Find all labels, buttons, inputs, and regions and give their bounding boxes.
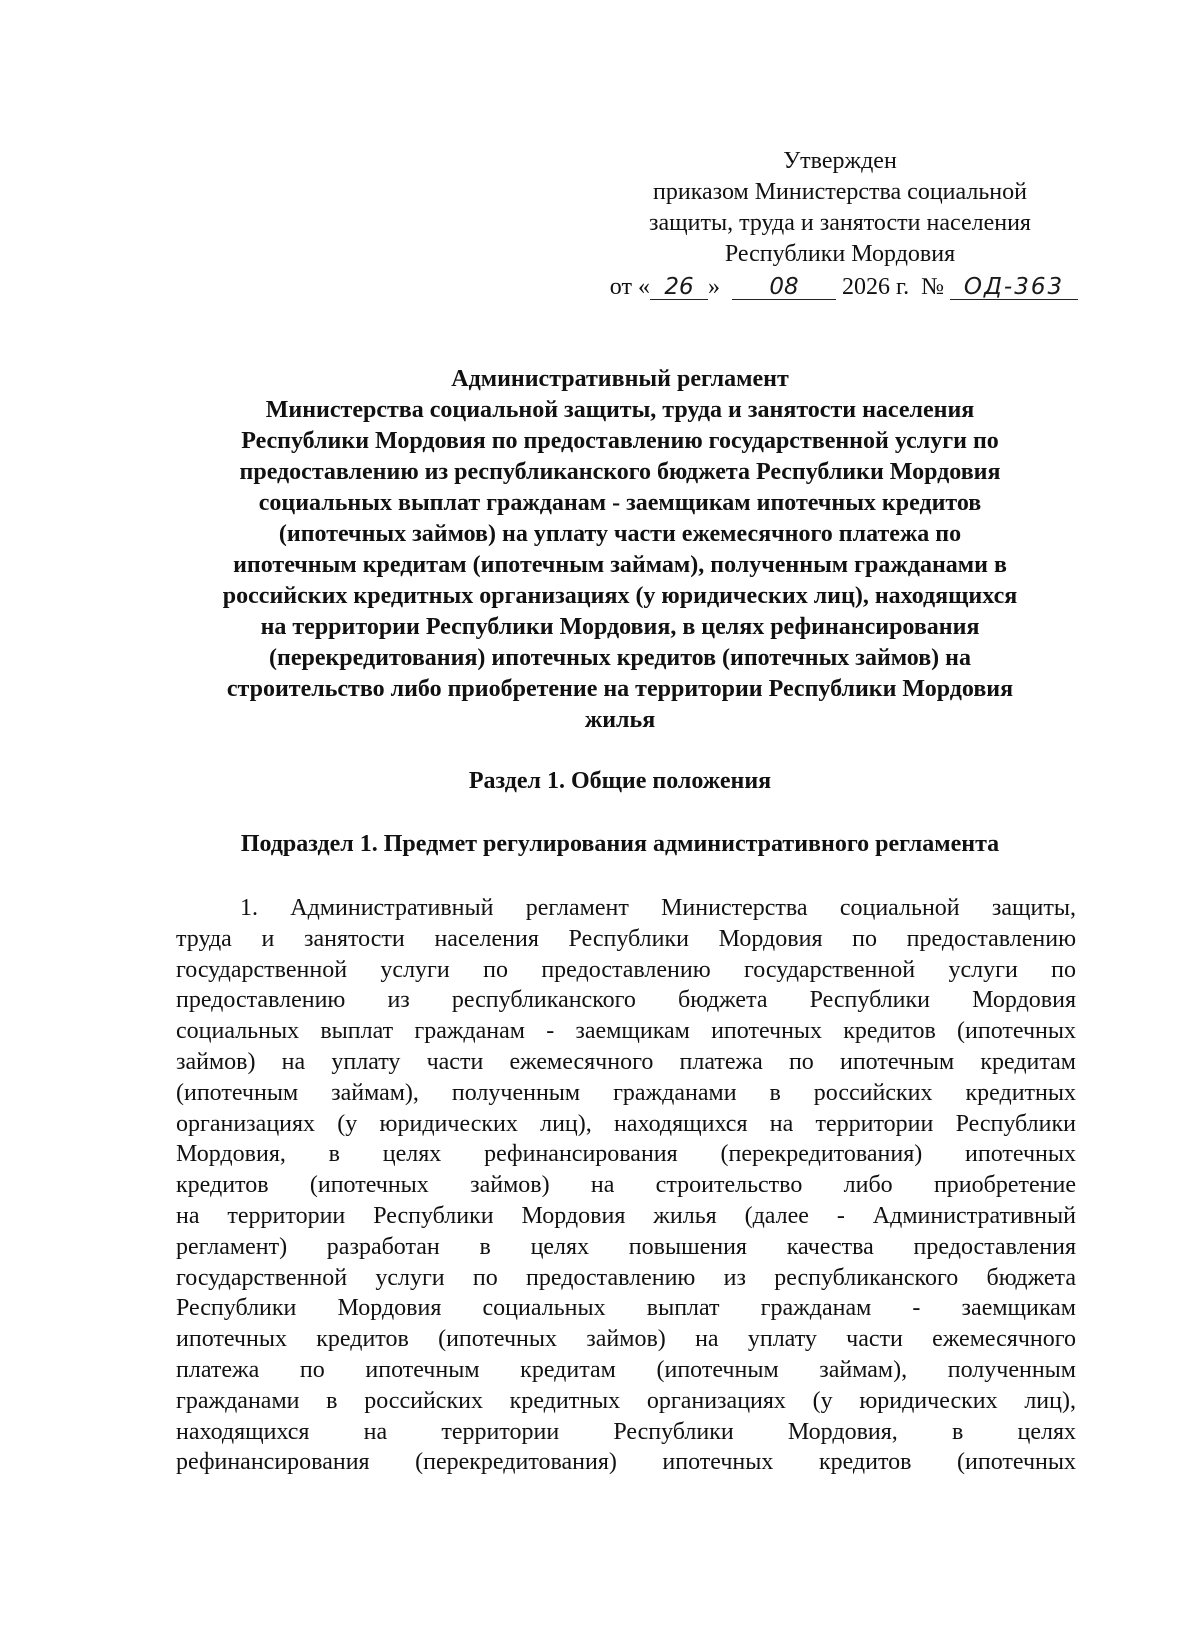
title-line: российских кредитных организациях (у юридических лиц), находящихся	[222, 583, 1018, 609]
body-line: (ипотечным займам), полученным гражданами в российских кредитных	[176, 1079, 1076, 1106]
date-prefix: от «	[609, 274, 650, 300]
section-heading: Раздел 1. Общие положения	[468, 768, 772, 794]
title-line: жилья	[584, 707, 656, 733]
body-line: Республики Мордовия социальных выплат гражданам - заемщикам	[176, 1295, 1076, 1322]
handwritten-order-number: ОД-363	[950, 275, 1078, 300]
body-line: ипотечных кредитов (ипотечных займов) на уплату части ежемесячного	[176, 1326, 1076, 1353]
subsection-heading: Подраздел 1. Предмет регулирования административного регламента	[240, 831, 1000, 857]
title-line: на территории Республики Мордовия, в целях рефинансирования	[260, 614, 980, 640]
title-line: предоставлению из республиканского бюджета Республики Мордовия	[239, 459, 1001, 485]
date-mid: »	[707, 274, 720, 300]
approval-line-3: защиты, труда и занятости населения	[649, 210, 1031, 236]
body-line: государственной услуги по предоставлению государственной услуги по	[176, 956, 1076, 983]
approval-date-line	[600, 272, 1080, 303]
body-line: на территории Республики Мордовия жилья (далее - Административный	[176, 1202, 1076, 1229]
approval-line-4: Республики Мордовия	[724, 241, 956, 267]
body-paragraph	[176, 893, 1076, 1478]
title-line: Административный регламент	[451, 366, 789, 392]
body-line: государственной услуги по предоставлению из республиканского бюджета	[176, 1264, 1076, 1291]
title-line: Министерства социальной защиты, труда и занятости населения	[265, 397, 975, 423]
date-year: 2026 г.	[841, 274, 910, 300]
title-line: ипотечным кредитам (ипотечным займам), полученным гражданами в	[233, 552, 1007, 578]
body-line: организациях (у юридических лиц), находящихся на территории Республики	[176, 1110, 1076, 1137]
title-line: (ипотечных займов) на уплату части ежемесячного платежа по	[278, 521, 962, 547]
body-line: предоставлению из республиканского бюджета Республики Мордовия	[176, 987, 1076, 1014]
approval-line-2: приказом Министерства социальной	[653, 179, 1027, 205]
title-line: строительство либо приобретение на территории Республики Мордовия	[226, 676, 1014, 702]
handwritten-day: 26	[650, 275, 708, 300]
body-line: регламент) разработан в целях повышения качества предоставления	[176, 1233, 1076, 1260]
body-line: кредитов (ипотечных займов) на строительство либо приобретение	[176, 1172, 1076, 1199]
title-line: (перекредитования) ипотечных кредитов (ипотечных займов) на	[269, 645, 971, 671]
number-sign: №	[921, 274, 944, 300]
body-line: гражданами в российских кредитных организациях (у юридических лиц),	[176, 1387, 1076, 1414]
body-line: рефинансирования (перекредитования) ипотечных кредитов (ипотечных	[176, 1449, 1076, 1476]
body-line: находящихся на территории Республики Мордовия, в целях	[176, 1418, 1076, 1445]
body-line: 1. Административный регламент Министерства социальной защиты,	[240, 895, 1076, 921]
regulation-title	[168, 364, 1072, 736]
approval-stamp-block	[600, 146, 1080, 303]
title-line: Республики Мордовия по предоставлению государственной услуги по	[241, 428, 999, 454]
title-line: социальных выплат гражданам - заемщикам ипотечных кредитов	[258, 490, 982, 516]
body-line: Мордовия, в целях рефинансирования (перекредитования) ипотечных	[176, 1141, 1076, 1168]
body-line: платежа по ипотечным кредитам (ипотечным займам), полученным	[176, 1356, 1076, 1383]
body-line: займов) на уплату части ежемесячного платежа по ипотечным кредитам	[176, 1048, 1076, 1075]
approval-line-1: Утвержден	[783, 148, 897, 174]
handwritten-month: 08	[732, 275, 836, 300]
body-line: социальных выплат гражданам - заемщикам ипотечных кредитов (ипотечных	[176, 1018, 1076, 1045]
body-line: труда и занятости населения Республики Мордовия по предоставлению	[176, 925, 1076, 952]
